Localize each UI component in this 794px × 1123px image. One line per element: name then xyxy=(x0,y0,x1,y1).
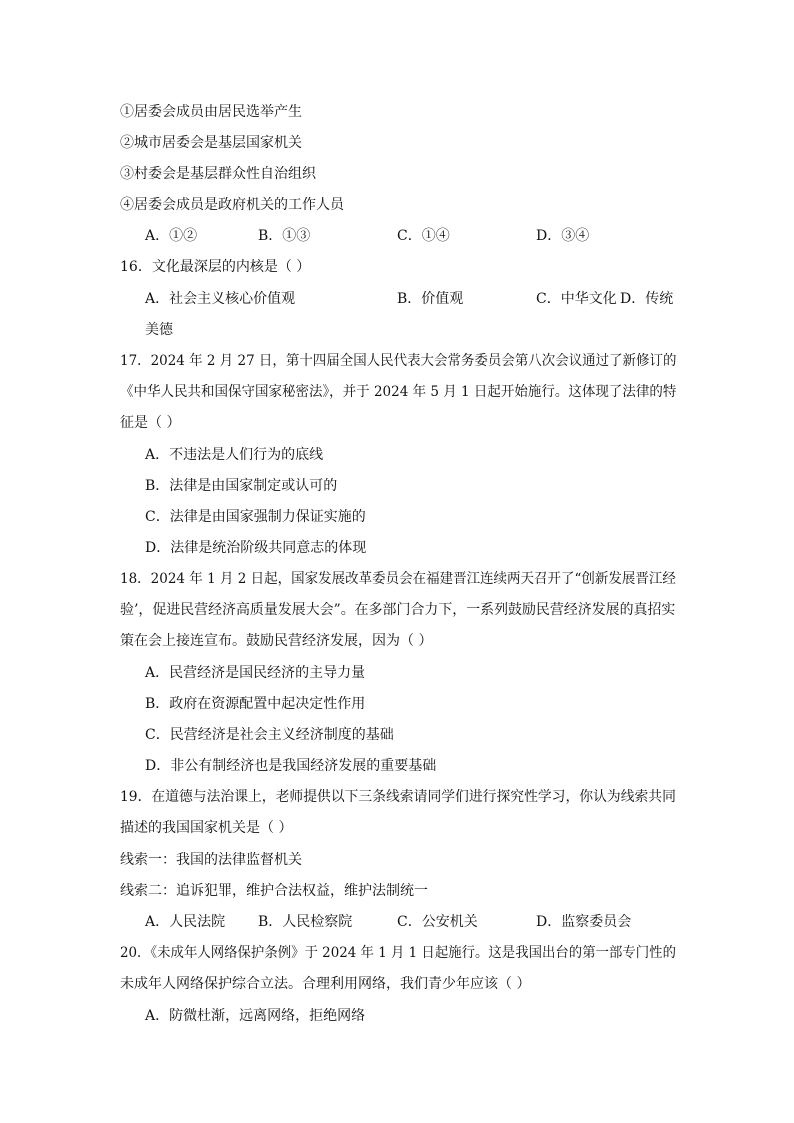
q19-clue-1: 线索一：我国的法律监督机关 xyxy=(120,852,302,868)
q15-option-b: B．①③ xyxy=(258,228,311,244)
q16-option-c: C．中华文化 xyxy=(536,291,617,307)
q17-stem-line-3: 征是（ ） xyxy=(120,415,181,431)
q16-option-d-wrap: 美德 xyxy=(145,322,173,338)
q20-option-a: A．防微杜渐，远离网络，拒绝网络 xyxy=(145,1008,366,1024)
q15-statement-3: ③村委会是基层群众性自治组织 xyxy=(120,166,316,182)
q19-stem-line-1: 19．在道德与法治课上，老师提供以下三条线索请同学们进行探究性学习，你认为线索共同 xyxy=(120,789,676,805)
q17-stem-line-2: 《中华人民共和国保守国家秘密法》，并于 2024 年 5 月 1 日起开始施行。这体现了法律的特 xyxy=(120,384,677,400)
q16-option-d: D．传统 xyxy=(620,291,674,307)
q18-option-c: C．民营经济是社会主义经济制度的基础 xyxy=(145,727,394,743)
q16-stem: 16．文化最深层的内核是（ ） xyxy=(120,259,311,275)
q15-option-c: C．①④ xyxy=(397,228,450,244)
q20-stem-line-1: 20．《未成年人网络保护条例》于 2024 年 1 月 1 日起施行。这是我国出台的第一部专门性的 xyxy=(120,945,676,961)
q17-option-b: B．法律是由国家制定或认可的 xyxy=(145,478,338,494)
q16-option-a: A．社会主义核心价值观 xyxy=(145,291,296,307)
q18-stem-line-2: 验’，促进民营经济高质量发展大会”。在多部门合力下，一系列鼓励民营经济发展的真招实 xyxy=(120,602,676,618)
q17-option-a: A．不违法是人们行为的底线 xyxy=(145,447,324,463)
q15-option-d: D．③④ xyxy=(536,228,590,244)
q18-option-d: D．非公有制经济也是我国经济发展的重要基础 xyxy=(145,758,437,774)
q15-statement-2: ②城市居委会是基层国家机关 xyxy=(120,135,302,151)
q19-clue-2: 线索二：追诉犯罪，维护合法权益，维护法制统一 xyxy=(120,883,428,899)
q15-statement-4: ④居委会成员是政府机关的工作人员 xyxy=(120,197,344,213)
q18-stem-line-1: 18．2024 年 1 月 2 日起，国家发展改革委员会在福建晋江连续两天召开了“创新发展晋江经 xyxy=(120,571,676,587)
q19-option-d: D．监察委员会 xyxy=(536,914,632,930)
q15-option-a: A．①② xyxy=(145,228,198,244)
q15-statement-1: ①居委会成员由居民选举产生 xyxy=(120,104,302,120)
q19-option-a: A．人民法院 xyxy=(145,914,226,930)
q19-option-b: B．人民检察院 xyxy=(258,914,353,930)
q20-stem-line-2: 未成年人网络保护综合立法。合理利用网络，我们青少年应该（ ） xyxy=(120,976,531,992)
q19-option-c: C．公安机关 xyxy=(397,914,478,930)
q19-stem-line-2: 描述的我国国家机关是（ ） xyxy=(120,820,293,836)
q18-option-a: A．民营经济是国民经济的主导力量 xyxy=(145,665,366,681)
q16-option-b: B．价值观 xyxy=(397,291,464,307)
q17-option-d: D．法律是统治阶级共同意志的体现 xyxy=(145,540,367,556)
q17-option-c: C．法律是由国家强制力保证实施的 xyxy=(145,509,366,525)
q18-stem-line-3: 策在会上接连宣布。鼓励民营经济发展，因为（ ） xyxy=(120,633,433,649)
q17-stem-line-1: 17．2024 年 2 月 27 日，第十四届全国人民代表大会常务委员会第八次会议通过了新修订的 xyxy=(120,353,677,369)
q18-option-b: B．政府在资源配置中起决定性作用 xyxy=(145,696,366,712)
